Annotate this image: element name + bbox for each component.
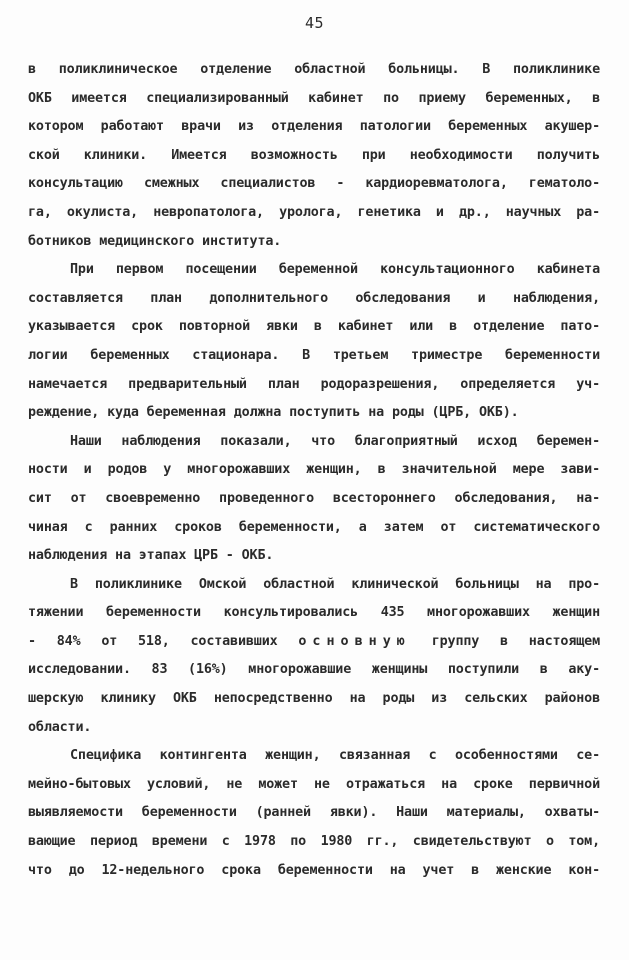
text-line: вающие период времени с 1978 по 1980 гг., свидетельствуют о том, xyxy=(28,834,600,850)
text-line: чиная с ранних сроков беременности, а затем от систематического xyxy=(28,519,600,535)
text-line: составляется план дополнительного обследования и наблюдения, xyxy=(28,290,600,306)
page-number: 45 xyxy=(304,14,325,32)
text-line: наблюдения на этапах ЦРБ - ОКБ. xyxy=(28,548,274,564)
text-line: шерскую клинику ОКБ непосредственно на роды из сельских районов xyxy=(28,691,600,707)
text-line: ской клиники. Имеется возможность при необходимости получить xyxy=(28,147,600,163)
text-line: указывается срок повторной явки в кабинет или в отделение пато- xyxy=(28,319,600,335)
text-line: При первом посещении беременной консультационного кабинета xyxy=(70,262,600,278)
text-line: в поликлиническое отделение областной больницы. В поликлинике xyxy=(28,62,600,77)
body-text xyxy=(28,56,600,885)
text-line: га, окулиста, невропатолога, уролога, генетика и др., научных ра- xyxy=(28,204,600,220)
text-line: ности и родов у многорожавших женщин, в значительной мере зави- xyxy=(28,462,600,478)
text-line: сит от своевременно проведенного всестороннего обследования, на- xyxy=(28,490,600,506)
text-line: исследовании. 83 (16%) многорожавшие женщины поступили в аку- xyxy=(28,662,600,678)
text-line: консультацию смежных специалистов - кардиоревматолога, гематоло- xyxy=(28,176,600,192)
text-line: ботников медицинского института. xyxy=(28,233,282,249)
text-line: логии беременных стационара. В третьем триместре беременности xyxy=(28,347,600,363)
text-line: мейно-бытовых условий, не может не отражаться на сроке первичной xyxy=(28,776,600,792)
emphasis-word: основную xyxy=(298,633,411,649)
text-line: Наши наблюдения показали, что благоприятный исход беремен- xyxy=(70,433,600,449)
text-line: выявляемости беременности (ранней явки). Наши материалы, охваты- xyxy=(28,805,600,821)
text-line: что до 12-недельного срока беременности на учет в женские кон- xyxy=(28,862,600,878)
text-line: реждение, куда беременная должна поступить на роды (ЦРБ, ОКБ). xyxy=(28,405,519,421)
text-line: котором работают врачи из отделения патологии беременных акушер- xyxy=(28,119,600,135)
text-line: ОКБ имеется специализированный кабинет по приему беременных, в xyxy=(28,90,600,106)
text-line: тяжении беременности консультировались 435 многорожавших женщин xyxy=(28,605,600,621)
text-line: области. xyxy=(28,719,92,735)
text-line: Специфика контингента женщин, связанная с особенностями се- xyxy=(70,748,600,764)
text-line: - 84% от 518, составивших основную группу в настоящем xyxy=(28,633,600,649)
text-line: намечается предварительный план родоразрешения, определяется уч- xyxy=(28,376,600,392)
text-line: В поликлинике Омской областной клинической больницы на про- xyxy=(70,576,600,592)
